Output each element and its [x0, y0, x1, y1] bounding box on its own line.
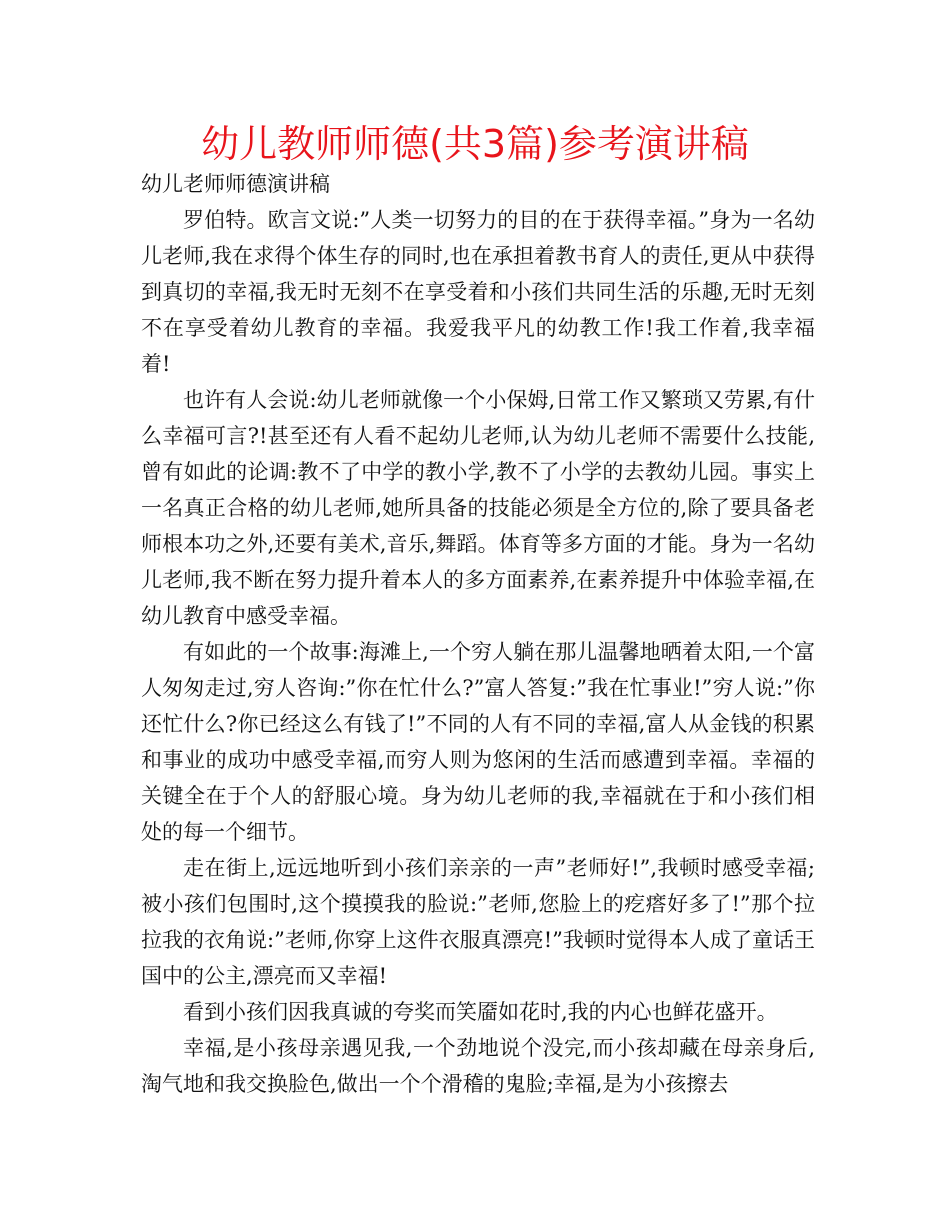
paragraph: 看到小孩们因我真诚的夸奖而笑靥如花时,我的内心也鲜花盛开。: [183, 1000, 778, 1024]
paragraph: 幸福,是小孩母亲遇见我,一个劲地说个没完,而小孩却藏在母亲身后,淘气地和我交换脸色,做出一个个滑稽的鬼脸;幸福,是为小孩擦去: [141, 1036, 815, 1096]
paragraph: 走在街上,远远地听到小孩们亲亲的一声”老师好!”,我顿时感受幸福;被小孩们包围时,这个摸摸我的脸说:”老师,您脸上的疙瘩好多了!”那个拉拉我的衣角说:”老师,你穿上这件衣服真漂亮!”我顿时觉得本人成了童话王国中的公主,漂亮而又幸福!: [141, 856, 815, 988]
document-body: [141, 166, 815, 1102]
document-subtitle: 幼儿老师师德演讲稿: [141, 172, 330, 196]
document-title: 幼儿教师师德(共3篇)参考演讲稿: [201, 122, 749, 166]
paragraph: 有如此的一个故事:海滩上,一个穷人躺在那儿温馨地晒着太阳,一个富人匆匆走过,穷人咨询:”你在忙什么?”富人答复:”我在忙事业!”穷人说:”你还忙什么?你已经这么有钱了!”不同的人有不同的幸福,富人从金钱的积累和事业的成功中感受幸福,而穷人则为悠闲的生活而感遭到幸福。幸福的关键全在于个人的舒服心境。身为幼儿老师的我,幸福就在于和小孩们相处的每一个细节。: [141, 640, 815, 844]
paragraph: 也许有人会说:幼儿老师就像一个小保姆,日常工作又繁琐又劳累,有什么幸福可言?!甚至还有人看不起幼儿老师,认为幼儿老师不需要什么技能,曾有如此的论调:教不了中学的教小学,教不了小学的去教幼儿园。事实上一名真正合格的幼儿老师,她所具备的技能必须是全方位的,除了要具备老师根本功之外,还要有美术,音乐,舞蹈。体育等多方面的才能。身为一名幼儿老师,我不断在努力提升着本人的多方面素养,在素养提升中体验幸福,在幼儿教育中感受幸福。: [141, 388, 815, 628]
paragraph: 罗伯特。欧言文说:”人类一切努力的目的在于获得幸福。”身为一名幼儿老师,我在求得个体生存的同时,也在承担着教书育人的责任,更从中获得到真切的幸福,我无时无刻不在享受着和小孩们共同生活的乐趣,无时无刻不在享受着幼儿教育的幸福。我爱我平凡的幼教工作!我工作着,我幸福着!: [141, 208, 815, 376]
